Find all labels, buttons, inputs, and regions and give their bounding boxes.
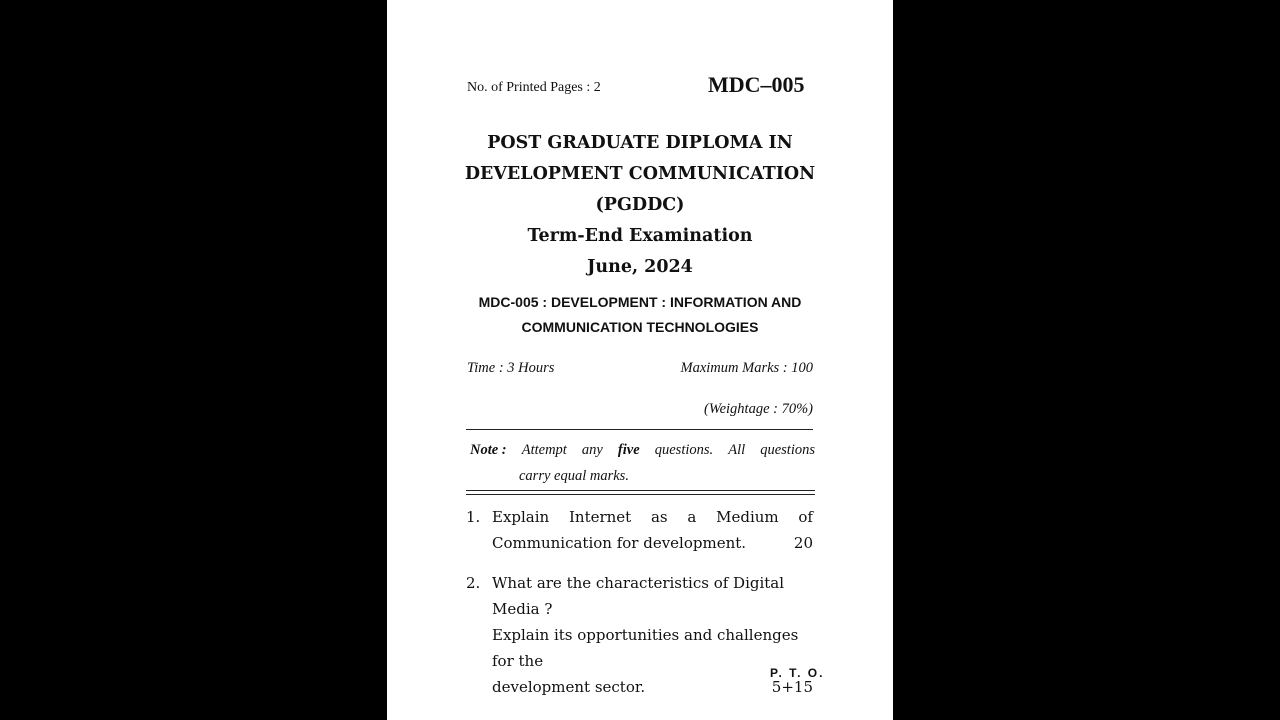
time-allowed: Time : 3 Hours (467, 360, 555, 376)
course-code: MDC–005 (708, 72, 805, 97)
note-word-emphasis: five (617, 442, 640, 458)
subject-title (447, 290, 833, 340)
question-1 (466, 504, 815, 556)
question-number: 1. (466, 508, 481, 526)
note-word: Attempt (521, 442, 567, 458)
note-block (470, 437, 815, 489)
question-marks: 5+15 (771, 678, 813, 696)
title-line-2: DEVELOPMENT COMMUNICATION (464, 164, 816, 184)
double-divider (466, 490, 815, 495)
title-line-3: (PGDDC) (595, 195, 685, 215)
exam-type: Term-End Examination (527, 226, 753, 246)
note-word: any (581, 442, 603, 458)
note-word: All (728, 442, 746, 458)
subject-line-2: COMMUNICATION TECHNOLOGIES (521, 319, 759, 335)
question-text: Communication for development. (492, 534, 747, 552)
printed-pages-count: No. of Printed Pages : 2 (467, 80, 601, 95)
question-line: Explain its opportunities and challenges for the (492, 626, 799, 670)
question-text: development sector. (492, 678, 646, 696)
question-line (492, 530, 813, 556)
question-marks: 20 (793, 534, 813, 552)
exam-paper-page (387, 0, 893, 720)
question-word: Internet (568, 508, 632, 526)
question-word: as (650, 508, 668, 526)
weightage: (Weightage : 70%) (704, 401, 813, 417)
question-line (492, 674, 813, 700)
divider (466, 429, 813, 430)
note-word: questions (760, 442, 815, 458)
please-turn-over: P. T. O. (770, 666, 825, 680)
question-number: 2. (466, 574, 481, 592)
question-body (492, 570, 813, 700)
subject-line-1: MDC-005 : DEVELOPMENT : INFORMATION AND (478, 294, 802, 310)
note-line-1 (470, 437, 815, 463)
title-line-1: POST GRADUATE DIPLOMA IN (487, 133, 793, 153)
question-word: of (798, 508, 813, 526)
question-word: a (687, 508, 697, 526)
exam-session: June, 2024 (587, 257, 693, 277)
note-word: questions. (654, 442, 714, 458)
note-label: Note : (470, 442, 507, 458)
note-line-2: carry equal marks. (519, 468, 629, 484)
maximum-marks: Maximum Marks : 100 (680, 360, 813, 376)
question-line: What are the characteristics of Digital Media ? (492, 574, 785, 618)
question-word: Medium (716, 508, 779, 526)
question-line (492, 504, 813, 530)
question-word: Explain (492, 508, 550, 526)
question-body (492, 504, 813, 556)
